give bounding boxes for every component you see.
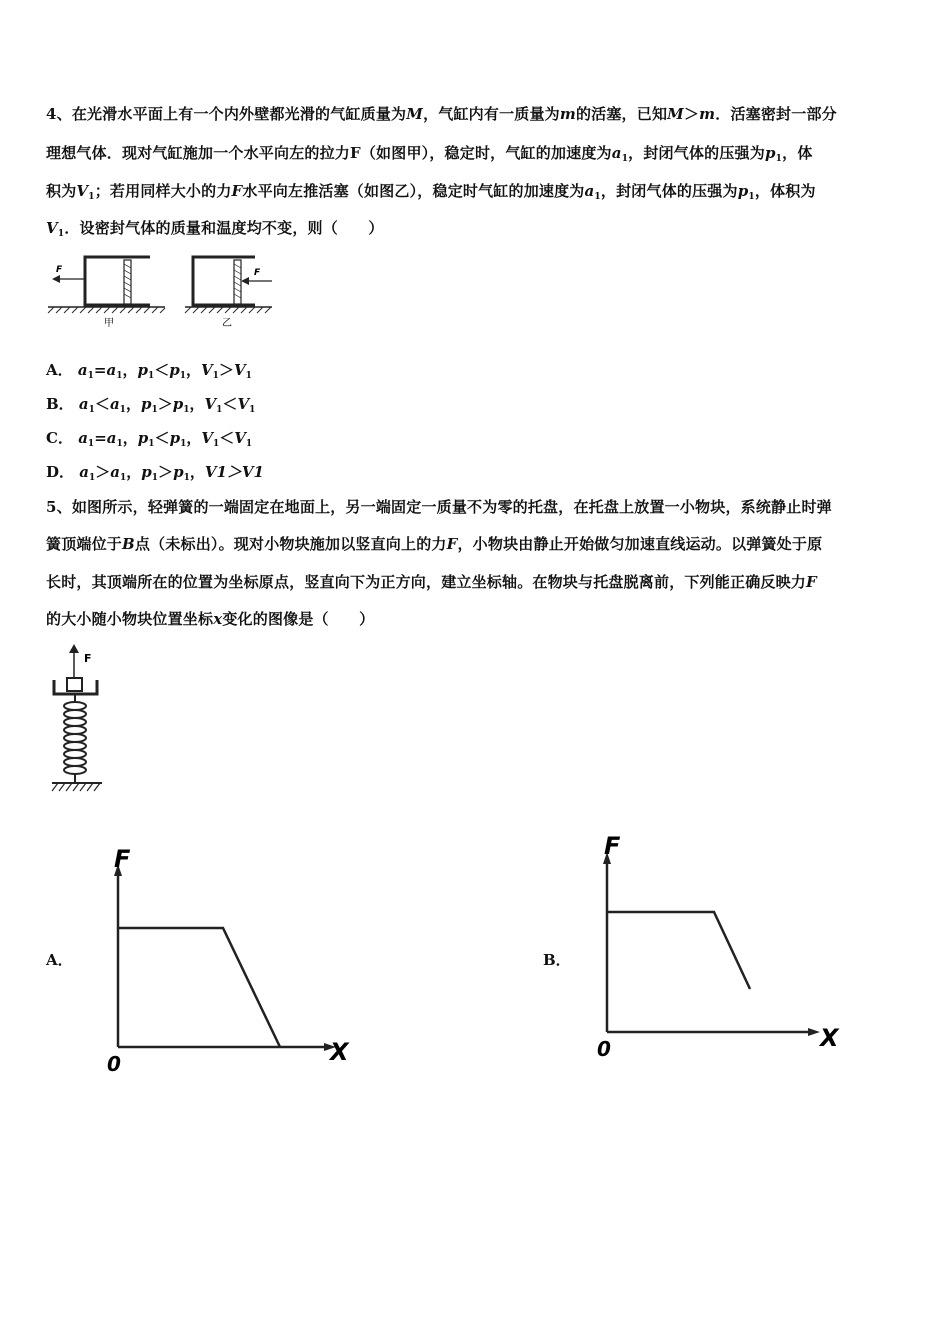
q5-spring-figure — [44, 642, 114, 800]
graph-a-y-axis-label: F — [114, 845, 131, 873]
q4-cylinder-figure — [40, 250, 280, 330]
spring-force-label: F — [84, 652, 92, 665]
q4-option-b[interactable]: B． $a_1<a_1$，$p_1>p_1$，$V_1<V_1$ — [46, 395, 256, 415]
q4-option-a[interactable]: A． $a_1=a_1$，$p_1<p_1$，$V_1>V_1$ — [46, 361, 252, 381]
graph-b-y-axis-label: F — [604, 832, 621, 860]
q4-line-3: 积为$V_1$；若用同样大小的力F水平向左推活塞（如图乙），稳定时气缸的加速度为$a_1$，封闭气体的压强为$p_1$，体积为 — [46, 182, 816, 202]
q5-line-4: 的大小随小物块位置坐标x变化的图像是（ ） — [46, 610, 375, 628]
q5-graph-b[interactable] — [590, 826, 850, 1061]
fig-jia-force-label: F — [56, 265, 63, 275]
graph-a-origin-label: 0 — [107, 1052, 121, 1076]
q5-option-b-label[interactable]: B． — [543, 951, 571, 969]
fig-jia-label: 甲 — [104, 318, 114, 329]
q4-line-2: 理想气体．现对气缸施加一个水平向左的拉力F（如图甲），稳定时，气缸的加速度为$a_1$，封闭气体的压强为$p_1$，体 — [46, 144, 813, 164]
cylinder-yi — [185, 257, 272, 329]
q5-line-2: 簧顶端位于B点（未标出）。现对小物块施加以竖直向上的力F，小物块由静止开始做匀加速直线运动。以弹簧处于原 — [46, 535, 823, 553]
q5-line-1: 5、如图所示，轻弹簧的一端固定在地面上，另一端固定一质量不为零的托盘，在托盘上放置一小物块，系统静止时弹 — [46, 498, 832, 516]
q4-line-4: $V_1$．设密封气体的质量和温度均不变，则（ ） — [46, 219, 384, 239]
fig-yi-force-label: F — [254, 268, 261, 278]
q5-line-3: 长时，其顶端所在的位置为坐标原点，竖直向下为正方向，建立坐标轴。在物块与托盘脱离前，下列能正确反映力F — [46, 573, 817, 591]
graph-a-x-axis-label: X — [330, 1038, 349, 1066]
fig-yi-label: 乙 — [222, 318, 232, 329]
q5-graph-a[interactable] — [100, 842, 360, 1077]
graph-b-origin-label: 0 — [597, 1037, 611, 1061]
q4-option-d[interactable]: D． $a_1>a_1$，$p_1>p_1$，V1＞V1 — [46, 463, 264, 483]
cylinder-jia — [48, 257, 165, 329]
q4-option-c[interactable]: C． $a_1=a_1$，$p_1<p_1$，$V_1<V_1$ — [46, 429, 253, 449]
graph-b-x-axis-label: X — [820, 1024, 839, 1052]
q5-option-a-label[interactable]: A． — [46, 951, 73, 969]
q4-line-1: 4、在光滑水平面上有一个内外壁都光滑的气缸质量为M，气缸内有一质量为m的活塞，已知M＞m．活塞密封一部分 — [46, 105, 837, 123]
